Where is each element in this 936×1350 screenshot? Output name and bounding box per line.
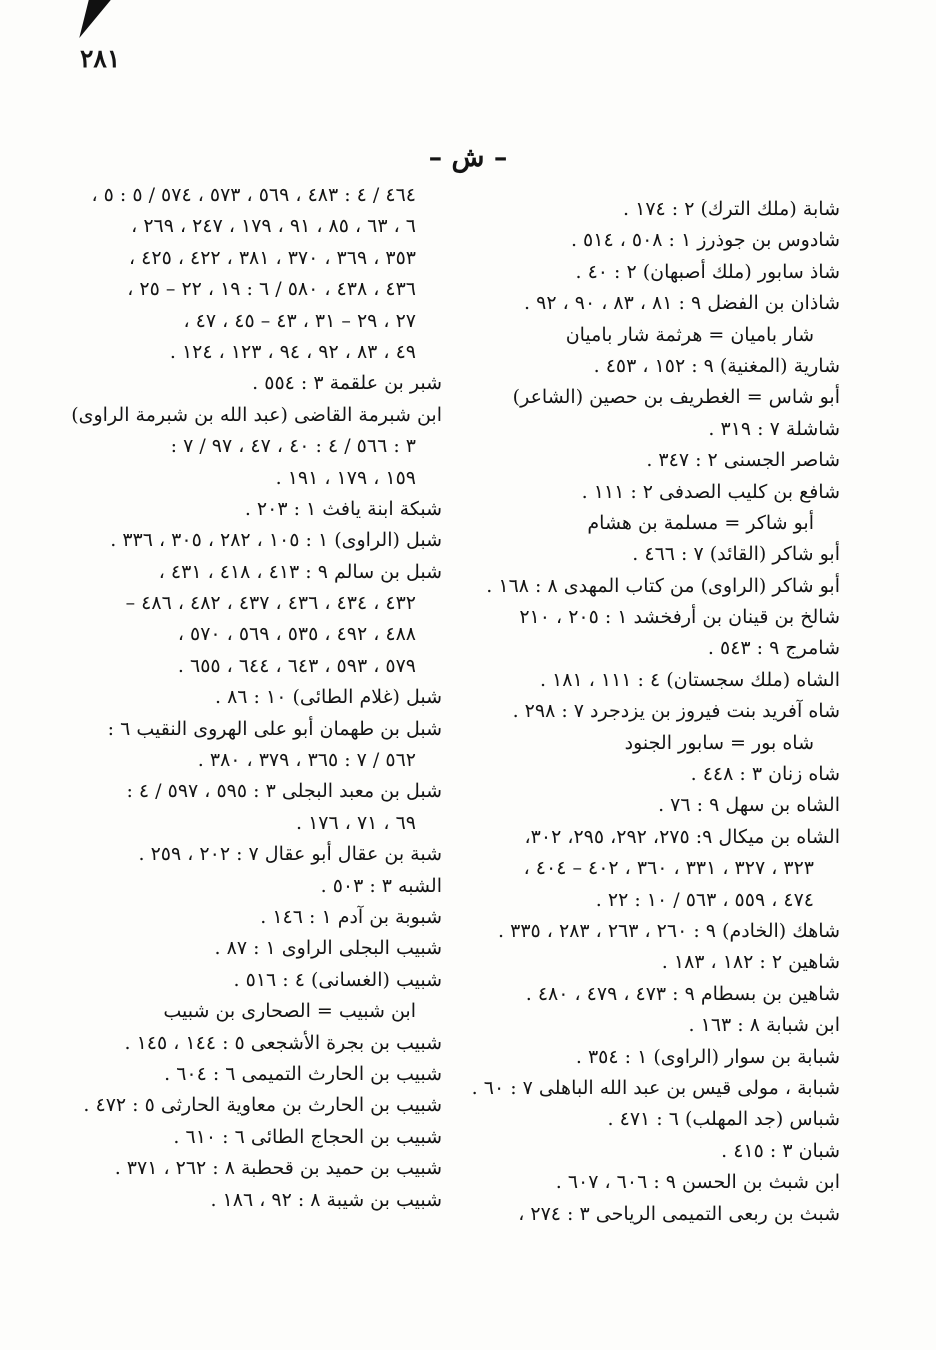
index-entry: ابن شبث بن الحسن ٩ : ٦٠٦ ، ٦٠٧ . xyxy=(555,1171,840,1194)
index-entry: ٤٧٤ ، ٥٥٩ ، ٥٦٣ / ١٠ : ٢٢ . xyxy=(595,888,814,911)
index-entry: ٦٩ ، ٧١ ، ١٧٦ . xyxy=(296,811,416,834)
index-entry: أبو شاكر (القائد) ٧ : ٤٦٦ . xyxy=(632,543,840,566)
index-entry: شبل (غلام الطائى) ١٠ : ٨٦ . xyxy=(214,686,442,709)
index-entry: شاه زنان ٣ : ٤٤٨ . xyxy=(690,763,840,786)
index-entry: شادوس بن جوذرز ١ : ٥٠٨ ، ٥١٤ . xyxy=(570,229,840,252)
index-entry: شبابة ، مولى قيس بن عبد الله الباهلى ٧ : ٦٠ . xyxy=(471,1076,840,1099)
index-entry: شبل بن طهمان أبو على الهروى النقيب ٦ : xyxy=(107,717,442,740)
index-entry: ابن شبابة ٨ : ١٦٣ . xyxy=(688,1014,840,1037)
index-entry: شبوبة بن آدم ١ : ١٤٦ . xyxy=(260,905,442,928)
index-entry: شبة بن عقال أبو عقال ٧ : ٢٠٢ ، ٢٥٩ . xyxy=(138,843,442,866)
index-entry: شبابة بن سوار (الراوى) ١ : ٣٥٤ . xyxy=(575,1045,840,1068)
index-entry: شاصر الجسنى ٢ : ٣٤٧ . xyxy=(646,449,840,472)
index-entry: شبل (الراوى) ١ : ١٠٥ ، ٢٨٢ ، ٣٠٥ ، ٣٣٦ . xyxy=(110,529,442,552)
index-entry: ٥٦٢ / ٧ : ٣٦٥ ، ٣٧٩ ، ٣٨٠ . xyxy=(197,749,416,772)
index-entry: ٤٣٢ ، ٤٣٤ ، ٤٣٦ ، ٤٣٧ ، ٤٨٢ ، ٤٨٦ – xyxy=(125,592,416,615)
index-entry: شبر بن علقمة ٣ : ٥٥٤ . xyxy=(252,372,442,395)
index-entry: ٢٧ ، ٢٩ – ٣١ ، ٤٣ – ٤٥ ، ٤٧ ، xyxy=(183,309,416,332)
index-entry: شار باميان = هرثمة شار باميان xyxy=(565,323,814,346)
index-entry: شاه آفريد بنت فيروز بن يزدجرد ٧ : ٢٩٨ . xyxy=(512,700,840,723)
index-entry: ٣٥٣ ، ٣٦٩ ، ٣٧٠ ، ٣٨١ ، ٤٢٢ ، ٤٢٥ ، xyxy=(128,246,416,269)
index-entry: شاهك (الخادم) ٩ : ٢٦٠ ، ٢٦٣ ، ٢٨٣ ، ٣٣٥ . xyxy=(498,919,840,942)
index-entry: شبيب البجلى الراوى ١ : ٨٧ . xyxy=(214,937,442,960)
index-entry: شبيب (الغسانى) ٤ : ٥١٦ . xyxy=(233,968,442,991)
index-entry: شبيب بن الحارث التميمى ٦ : ٦٠٤ . xyxy=(164,1062,442,1085)
index-entry: الشاه بن ميكال ٩: ٢٧٥، ٢٩٢، ٢٩٥، ٣٠٢، xyxy=(524,825,840,848)
index-entry: ابن شبرمة القاضى (عبد الله بن شبرمة الراوى) xyxy=(71,403,442,426)
page-number: ٢٨١ xyxy=(80,44,121,73)
index-entry: أبو شاس = الغطريف بن حصين (الشاعر) xyxy=(512,386,840,409)
index-entry: ٣٢٣ ، ٣٢٧ ، ٣٣١ ، ٣٦٠ ، ٤٠٢ – ٤٠٤ ، xyxy=(523,857,814,880)
index-entry: شاهين ٢ : ١٨٢ ، ١٨٣ . xyxy=(661,951,840,974)
index-entry: شاذان بن الفضل ٩ : ٨١ ، ٨٣ ، ٩٠ ، ٩٢ . xyxy=(524,292,840,315)
index-entry: الشاه بن سهل ٩ : ٧٦ . xyxy=(658,794,840,817)
index-entry: شاذ سابور (ملك أصبهان) ٢ : ٤٠ . xyxy=(575,260,840,283)
index-entry: شاه بور = سابور الجنود xyxy=(624,731,814,754)
index-entry: شبان ٣ : ٤١٥ . xyxy=(721,1139,840,1162)
index-entry: شبكة ابنة يافث ١ : ٢٠٣ . xyxy=(244,497,442,520)
index-entry: شبيب بن بجرة الأشجعى ٥ : ١٤٤ ، ١٤٥ . xyxy=(124,1031,442,1054)
index-entry: شباس (جد المهلب) ٦ : ٤٧١ . xyxy=(607,1108,840,1131)
index-entry: أبو شاكر = مسلمة بن هشام xyxy=(587,511,814,534)
index-entry: شابة (ملك الترك) ٢ : ١٧٤ . xyxy=(623,198,840,220)
index-entry: شامرج ٩ : ٥٤٣ . xyxy=(707,637,840,660)
index-column-right xyxy=(448,194,840,1230)
index-entry: شبيب بن الحارث بن معاوية الحارثى ٥ : ٤٧٢ . xyxy=(83,1094,442,1117)
page-corner-mark xyxy=(79,0,110,38)
index-entry: شالخ بن قينان بن أرفخشد ١ : ٢٠٥ ، ٢١٠ xyxy=(519,606,840,629)
index-entry: شاشلة ٧ : ٣١٩ . xyxy=(708,417,840,440)
index-entry: ابن شبيب = الصحارى بن شبيب xyxy=(163,1000,416,1023)
index-entry: ٤٨٨ ، ٤٩٢ ، ٥٣٥ ، ٥٦٩ ، ٥٧٠ ، xyxy=(177,623,416,646)
index-entry: الشبه ٣ : ٥٠٣ . xyxy=(320,874,442,897)
index-entry: شارية (المغنية) ٩ : ١٥٢ ، ٤٥٣ . xyxy=(593,354,840,377)
index-entry: شاهين بن بسطام ٩ : ٤٧٣ ، ٤٧٩ ، ٤٨٠ . xyxy=(525,982,840,1005)
index-entry: ٤٦٤ / ٤ : ٤٨٣ ، ٥٦٩ ، ٥٧٣ ، ٥٧٤ / ٥ : ٥ ، xyxy=(91,184,416,206)
index-entry: شبيب بن حميد بن قحطبة ٨ : ٢٦٢ ، ٣٧١ . xyxy=(114,1157,442,1180)
index-entry: ١٥٩ ، ١٧٩ ، ١٩١ . xyxy=(275,466,416,489)
index-entry: ٤٩ ، ٨٣ ، ٩٢ ، ٩٤ ، ١٢٣ ، ١٢٤ . xyxy=(169,340,416,363)
index-column-left xyxy=(62,180,442,1216)
index-entry: شافع بن كليب الصدفى ٢ : ١١١ . xyxy=(581,480,840,503)
section-heading: – ش – xyxy=(428,142,508,173)
index-entry: ٣ : ٥٦٦ / ٤ : ٤٠ ، ٤٧ ، ٩٧ / ٧ : xyxy=(170,435,416,458)
index-entry: شبث بن ربعى التميمى الرياحى ٣ : ٢٧٤ ، xyxy=(518,1202,840,1225)
index-entry: أبو شاكر (الراوى) من كتاب المهدى ٨ : ١٦٨ . xyxy=(486,574,840,597)
index-entry: الشاه (ملك سجستان) ٤ : ١١١ ، ١٨١ . xyxy=(539,668,840,691)
index-entry: شبل بن سالم ٩ : ٤١٣ ، ٤١٨ ، ٤٣١ ، xyxy=(158,560,442,583)
index-entry: ٥٧٩ ، ٥٩٣ ، ٦٤٣ ، ٦٤٤ ، ٦٥٥ . xyxy=(177,654,416,677)
index-entry: ٤٣٦ ، ٤٣٨ ، ٥٨٠ / ٦ : ١٩ ، ٢٢ – ٢٥ ، xyxy=(127,278,416,301)
index-entry: شبيب بن شيبة ٨ : ٩٢ ، ١٨٦ . xyxy=(210,1188,442,1211)
index-entry: ٦ ، ٦٣ ، ٨٥ ، ٩١ ، ١٧٩ ، ٢٤٧ ، ٢٦٩ ، xyxy=(131,215,416,238)
index-entry: شبيب بن الحجاج الطائى ٦ : ٦١٠ . xyxy=(173,1125,442,1148)
index-entry: شبل بن معبد البجلى ٣ : ٥٩٥ ، ٥٩٧ / ٤ : xyxy=(126,780,442,803)
